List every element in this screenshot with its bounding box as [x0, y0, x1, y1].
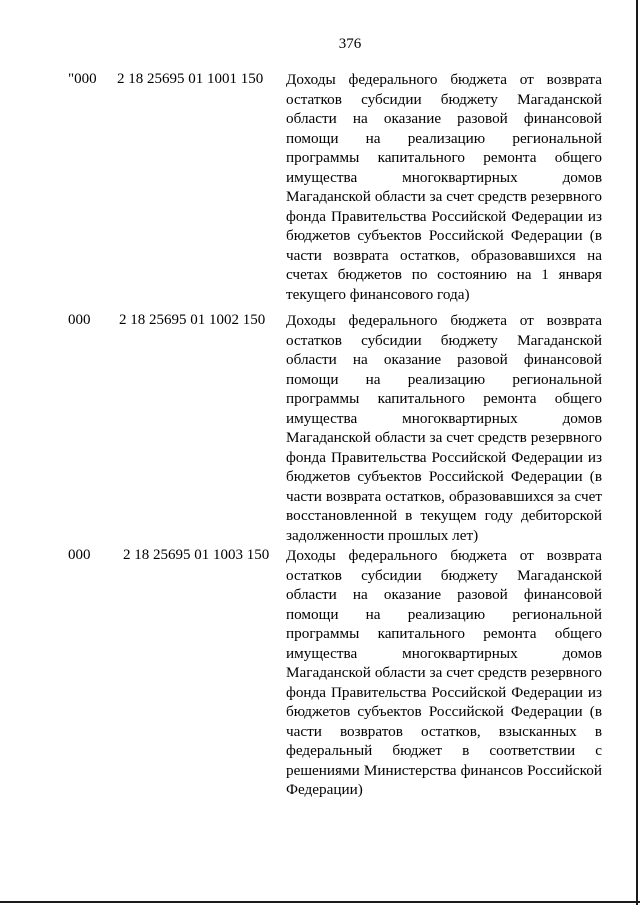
admin-code: "000 [68, 71, 97, 87]
scan-edge-bottom [0, 901, 640, 903]
admin-code: 000 [68, 547, 91, 563]
admin-code: 000 [68, 312, 91, 328]
revenue-description: Доходы федерального бюджета от возврата остатков субсидии бюджету Магаданской области на оказание разовой финансовой помощи на реализацию региональной программы капитального ремонта общего имущества многоквартирных домов Магаданской области за счет средств резервного фонда Правительства Российской Федерации из бюджетов субъектов Российской Федерации (в части возвратов остатков, взысканных в федеральный бюджет в соответствии с решениями Министерства финансов Российской Федерации) [286, 547, 602, 798]
revenue-classification-code: 2 18 25695 01 1002 150 [119, 312, 266, 328]
revenue-classification-code: 2 18 25695 01 1001 150 [117, 71, 264, 87]
revenue-description: Доходы федерального бюджета от возврата остатков субсидии бюджету Магаданской области на оказание разовой финансовой помощи на реализацию региональной программы капитального ремонта общего имущества многоквартирных домов Магаданской области за счет средств резервного фонда Правительства Российской Федерации из бюджетов субъектов Российской Федерации (в части возврата остатков, образовавшихся на счетах бюджетов по состоянию на 1 января текущего финансового года) [286, 71, 602, 303]
page-number: 376 [338, 36, 362, 52]
revenue-classification-code: 2 18 25695 01 1003 150 [123, 547, 270, 563]
revenue-description: Доходы федерального бюджета от возврата остатков субсидии бюджету Магаданской области на оказание разовой финансовой помощи на реализацию региональной программы капитального ремонта общего имущества многоквартирных домов Магаданской области за счет средств резервного фонда Правительства Российской Федерации из бюджетов субъектов Российской Федерации (в части возврата остатков, образовавшихся за счет восстановленной в текущем году дебиторской задолженности прошлых лет) [286, 312, 602, 544]
scan-edge-right [636, 0, 638, 905]
